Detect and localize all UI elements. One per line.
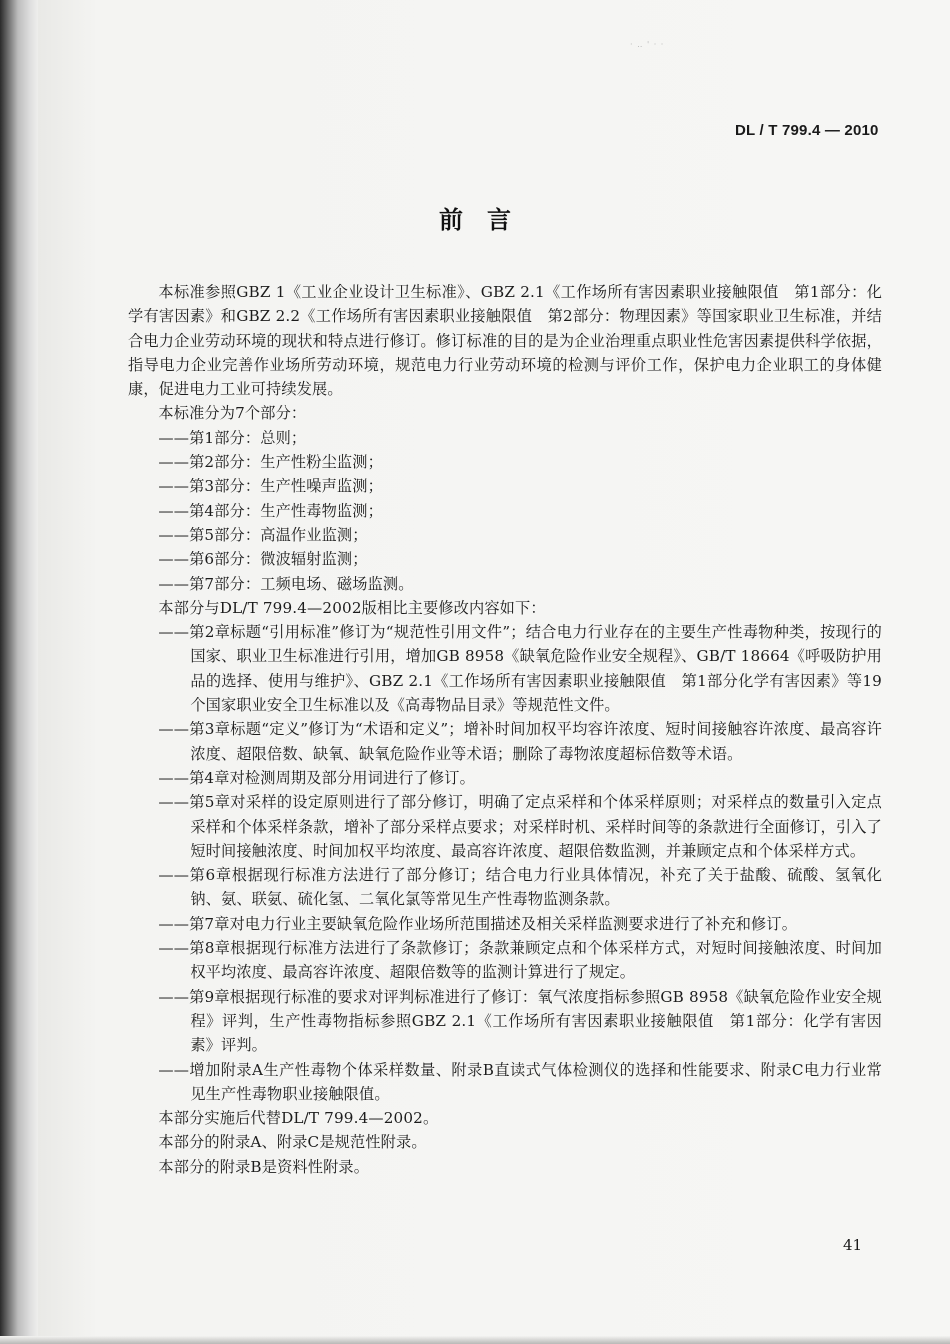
change-item: ——第8章根据现行标准方法进行了条款修订；条款兼顾定点和个体采样方式，对短时间接触浓度、时间加权平均浓度、最高容许浓度、超限倍数等的监测计算进行了规定。 [158, 939, 882, 982]
changes-intro: 本部分与DL/T 799.4—2002版相比主要修改内容如下： [158, 598, 546, 617]
change-item: ——第9章根据现行标准的要求对评判标准进行了修订：氧气浓度指标参照GB 8958《缺氧危险作业安全规程》评判，生产性毒物指标参照GBZ 2.1《工作场所有害因素职业接触限值 第1部分：化学有害因素》评判。 [158, 987, 882, 1055]
closing-line: 本部分的附录A、附录C是规范性附录。 [158, 1133, 427, 1152]
list-item: ——第7部分：工频电场、磁场监测。 [158, 574, 414, 593]
list-item: ——第1部分：总则； [158, 428, 307, 447]
list-item: ——第6部分：微波辐射监测； [158, 550, 368, 569]
closing-line: 本部分实施后代替DL/T 799.4—2002。 [158, 1109, 439, 1128]
page-title: 前言 [439, 206, 535, 234]
intro-paragraph: 本标准参照GBZ 1《工业企业设计卫生标准》、GBZ 2.1《工作场所有害因素职业接触限值 第1部分：化学有害因素》和GBZ 2.2《工作场所有害因素职业接触限值 第2部分：物理因素》等国家职业卫生标准，并结合电力企业劳动环境的现状和特点进行修订。修订标准的目的是为企业治理重点职业性危害因素提供科学依据，指导电力企业完善作业场所劳动环境，规范电力行业劳动环境的检测与评价工作，保护电力企业职工的身体健康，促进电力工业可持续发展。 [128, 283, 882, 399]
parts-intro: 本标准分为7个部分： [158, 404, 307, 423]
document-body [128, 280, 882, 1179]
list-item: ——第3部分：生产性噪声监测； [158, 477, 383, 496]
change-item: ——第6章根据现行标准方法进行了部分修订；结合电力行业具体情况，补充了关于盐酸、硫酸、氢氧化钠、氨、联氨、硫化氢、二氧化氯等常见生产性毒物监测条款。 [158, 866, 882, 909]
closing-line: 本部分的附录B是资料性附录。 [158, 1157, 370, 1176]
list-item: ——第4部分：生产性毒物监测； [158, 501, 383, 520]
page-bottom-edge [0, 1336, 950, 1344]
standard-code: DL / T 799.4 — 2010 [735, 122, 879, 139]
scan-artifact: · ‥ ' · · [630, 40, 665, 49]
list-item: ——第2部分：生产性粉尘监测； [158, 453, 383, 472]
change-item: ——第5章对采样的设定原则进行了部分修订，明确了定点采样和个体采样原则；对采样点的数量引入定点采样和个体采样条款，增补了部分采样点要求；对采样时机、采样时间等的条款进行全面修订，引入了短时间接触浓度、时间加权平均浓度、最高容许浓度、超限倍数监测，并兼顾定点和个体采样方式。 [158, 793, 882, 860]
change-item: ——第3章标题“定义”修订为“术语和定义”；增补时间加权平均容许浓度、短时间接触容许浓度、最高容许浓度、超限倍数、缺氧、缺氧危险作业等术语；删除了毒物浓度超标倍数等术语。 [158, 720, 882, 763]
change-item: ——第2章标题“引用标准”修订为“规范性引用文件”；结合电力行业存在的主要生产性毒物种类，按现行的国家、职业卫生标准进行引用，增加GB 8958《缺氧危险作业安全规程》、GB/T 18664《呼吸防护用品的选择、使用与维护》、GBZ 2.1《工作场所有害因素职业接触限值 第1部分化学有害因素》等19个国家职业安全卫生标准以及《高毒物品目录》等规范性文件。 [158, 623, 882, 715]
page-number: 41 [843, 1236, 863, 1254]
change-item: ——第4章对检测周期及部分用词进行了修订。 [158, 768, 475, 787]
list-item: ——第5部分：高温作业监测； [158, 525, 368, 544]
change-item: ——增加附录A生产性毒物个体采样数量、附录B直读式气体检测仪的选择和性能要求、附录C电力行业常见生产性毒物职业接触限值。 [158, 1060, 882, 1103]
change-item: ——第7章对电力行业主要缺氧危险作业场所范围描述及相关采样监测要求进行了补充和修订。 [158, 914, 798, 933]
